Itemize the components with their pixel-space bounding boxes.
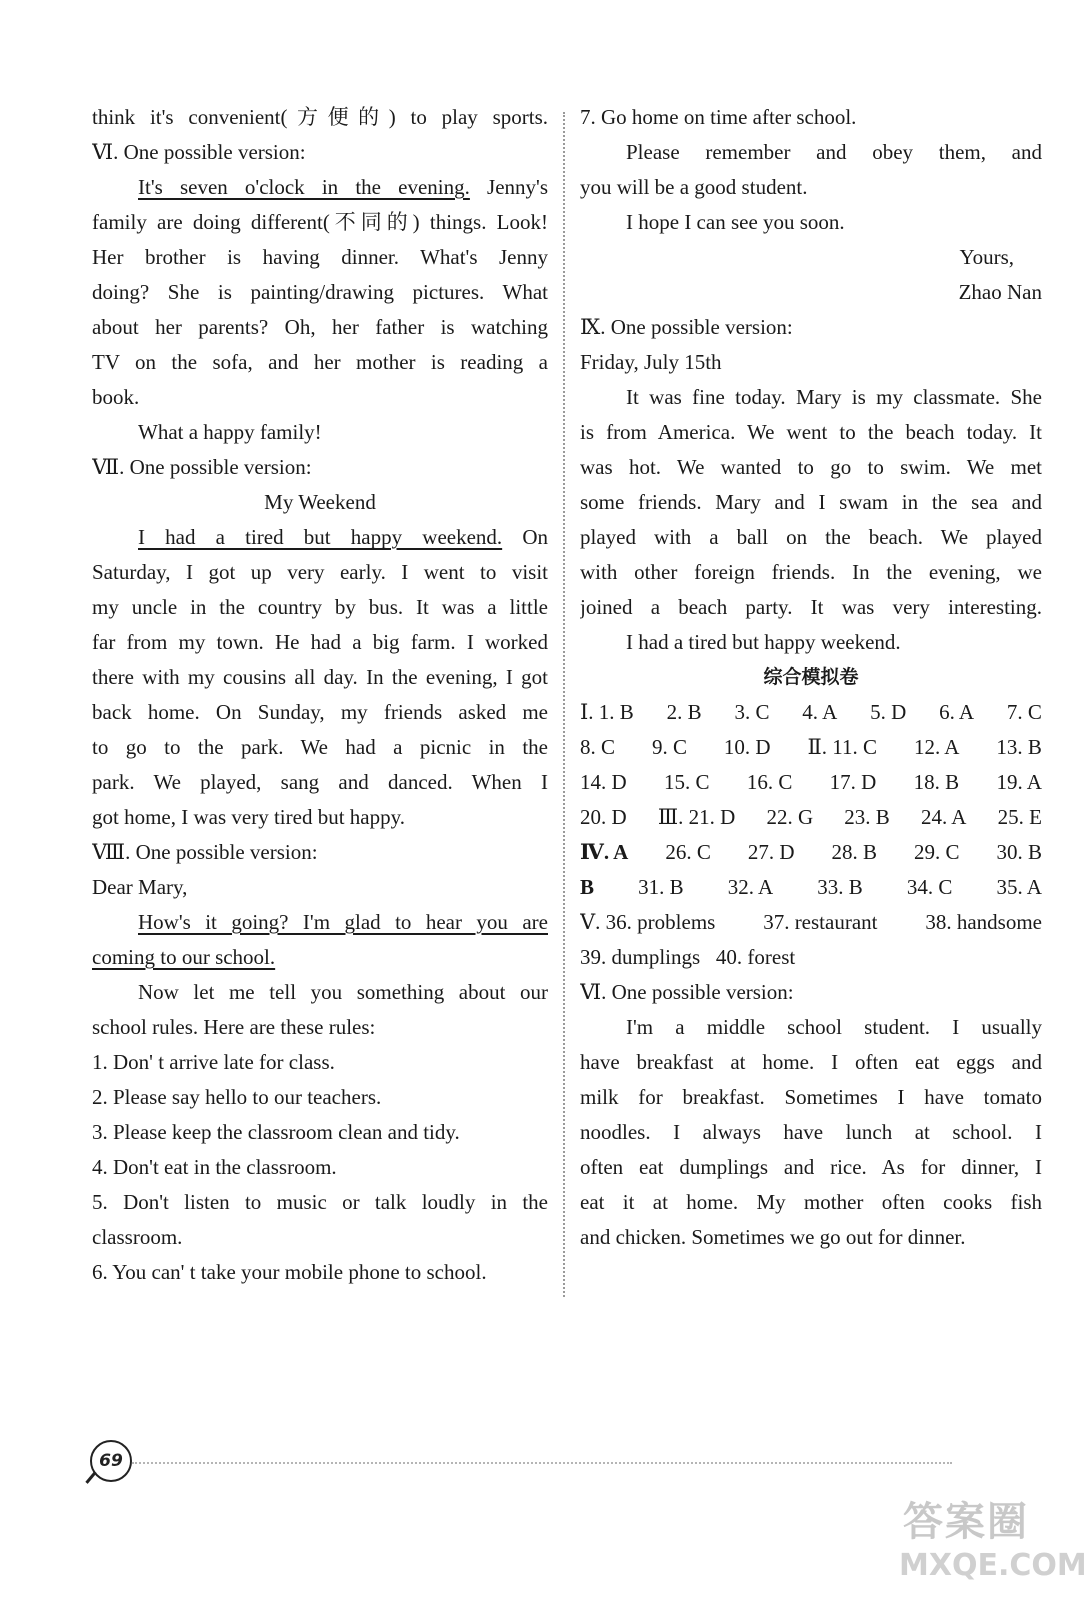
answer-item: Ⅰ. 1. B [580, 700, 634, 724]
answer-item: 19. A [996, 770, 1042, 794]
answer-item: 12. A [913, 735, 960, 759]
answer-row [580, 765, 1042, 800]
answer-item: 32. A [727, 875, 774, 899]
text-line: I hope I can see you soon. [626, 210, 845, 234]
answer-item: 16. C [746, 770, 793, 794]
text-line: eat it at home. My mother often cooks fish [580, 1190, 1042, 1214]
text-line: got home, I was very tired but happy. [92, 805, 405, 829]
answer-item: 28. B [831, 840, 877, 864]
underlined-opening: coming to our school. [92, 945, 276, 969]
text-line: It was fine today. Mary is my classmate. She [626, 385, 1042, 409]
text-line: Her brother is having dinner. What's Jenny [92, 245, 548, 269]
rule-item: 1. Don' t arrive late for class. [92, 1050, 335, 1074]
text-line: park. We played, sang and danced. When I [92, 770, 548, 794]
rule-item: 4. Don't eat in the classroom. [92, 1155, 337, 1179]
answer-item: Ⅴ. 36. problems [580, 910, 716, 934]
watermark-url: MXQE.COM [899, 1548, 1087, 1583]
text-line: some friends. Mary and I swam in the sea and [580, 490, 1042, 514]
answer-item: 10. D [723, 735, 771, 759]
answer-item: 23. B [844, 805, 890, 829]
answer-item: 7. C [1006, 700, 1042, 724]
answer-item: 27. D [747, 840, 795, 864]
answer-item: 20. D [580, 805, 627, 829]
text-line: played with a ball on the beach. We played [580, 525, 1042, 549]
answer-item: Ⅲ. 21. D [657, 805, 736, 829]
section-heading-6: Ⅵ. One possible version: [92, 140, 306, 164]
text-line: often eat dumplings and rice. As for dinner, I [580, 1155, 1042, 1179]
answer-item: 38. handsome [925, 910, 1042, 934]
text-line: joined a beach party. It was very interesting. [580, 595, 1042, 619]
text-line: think it's convenient(方便的) to play sports. [92, 105, 548, 129]
answer-item: 31. B [638, 875, 684, 899]
text-line: is from America. We went to the beach today. It [580, 420, 1042, 444]
text-line: was hot. We wanted to go to swim. We met [580, 455, 1042, 479]
rule-item: 2. Please say hello to our teachers. [92, 1085, 382, 1109]
answer-item: 2. B [666, 700, 702, 724]
answer-row [580, 695, 1042, 730]
answer-section-label: Ⅳ. A [580, 840, 629, 864]
text-line: have breakfast at home. I often eat eggs and [580, 1050, 1042, 1074]
text-line: family are doing different(不同的) things. Look! [92, 210, 548, 234]
answer-item: 9. C [651, 735, 687, 759]
text-line: with other foreign friends. In the evening, we [580, 560, 1042, 584]
answer-row: 39. dumplings 40. forest [580, 945, 796, 969]
answer-item: Ⅱ. 11. C [807, 735, 878, 759]
rule-item: 7. Go home on time after school. [580, 105, 857, 129]
answer-item: 33. B [817, 875, 863, 899]
text-line: far from my town. He had a big farm. I worked [92, 630, 548, 654]
watermark [885, 1490, 1085, 1595]
answer-item: 30. B [996, 840, 1042, 864]
answer-item: 35. A [996, 875, 1042, 899]
text-line: my uncle in the country by bus. It was a little [92, 595, 548, 619]
text-line: Please remember and obey them, and [626, 140, 1042, 164]
section-heading-6b: Ⅵ. One possible version: [580, 980, 794, 1004]
text-line: I had a tired but happy weekend. [626, 630, 901, 654]
section-heading-8: Ⅷ. One possible version: [92, 840, 318, 864]
answer-item: 29. C [913, 840, 960, 864]
text-line: about her parents? Oh, her father is watching [92, 315, 548, 339]
answer-item: 26. C [665, 840, 711, 864]
column-divider [563, 112, 565, 1297]
rule-item: 3. Please keep the classroom clean and tidy. [92, 1120, 460, 1144]
answer-item: 34. C [906, 875, 953, 899]
rule-item: classroom. [92, 1225, 183, 1249]
text-line: TV on the sofa, and her mother is reading a [92, 350, 548, 374]
text-line: and chicken. Sometimes we go out for dinner. [580, 1225, 966, 1249]
text-line: book. [92, 385, 140, 409]
text-line: Saturday, I got up very early. I went to visit [92, 560, 548, 584]
text-line: Now let me tell you something about our [138, 980, 548, 1004]
text-line [92, 940, 548, 975]
answer-row [580, 905, 1042, 940]
answer-item: 4. A [802, 700, 838, 724]
section-heading-9: Ⅸ. One possible version: [580, 315, 793, 339]
answer-row [580, 835, 1042, 870]
answer-item: 22. G [766, 805, 814, 829]
text-line: you will be a good student. [580, 175, 808, 199]
letter-signature: Zhao Nan [958, 280, 1042, 304]
text-line: there with my cousins all day. In the evening, I got [92, 665, 548, 689]
rule-item: 5. Don't listen to music or talk loudly in the [92, 1190, 548, 1214]
answer-item: 25. E [997, 805, 1042, 829]
text-line: doing? She is painting/drawing pictures. What [92, 280, 548, 304]
right-column [580, 100, 1042, 1255]
text-line: I had a tired but happy weekend. On [138, 525, 548, 549]
underlined-opening: I had a tired but happy weekend. [138, 525, 503, 549]
section-heading-7: Ⅶ. One possible version: [92, 455, 312, 479]
text-line: I'm a middle school student. I usually [626, 1015, 1042, 1039]
answer-item: 17. D [829, 770, 877, 794]
left-column [92, 100, 548, 1290]
underlined-opening: How's it going? I'm glad to hear you are [138, 910, 548, 934]
answer-item: 37. restaurant [763, 910, 878, 934]
answer-item: 5. D [870, 700, 907, 724]
answer-row [580, 730, 1042, 765]
essay-title: My Weekend [264, 490, 376, 514]
answer-item: 24. A [920, 805, 967, 829]
answer-row [580, 870, 1042, 905]
text-line: It's seven o'clock in the evening. Jenny's [138, 175, 548, 199]
answer-section-label: B [580, 875, 595, 899]
watermark-logo-text: 答案圈 [903, 1499, 1029, 1545]
answer-item: 15. C [663, 770, 710, 794]
magnifier-handle-icon [85, 1471, 96, 1484]
answer-item: 18. B [913, 770, 960, 794]
answer-item: 6. A [939, 700, 975, 724]
text-line: school rules. Here are these rules: [92, 1015, 376, 1039]
answer-item: 14. D [580, 770, 627, 794]
underlined-opening: It's seven o'clock in the evening. [138, 175, 470, 199]
page-number-badge [90, 1440, 132, 1482]
letter-greeting: Dear Mary, [92, 875, 188, 899]
answer-item: 13. B [996, 735, 1042, 759]
answer-row [580, 800, 1042, 835]
text-line: to go to the park. We had a picnic in the [92, 735, 548, 759]
test-heading: 综合模拟卷 [763, 666, 859, 688]
text-line: milk for breakfast. Sometimes I have tomato [580, 1085, 1042, 1109]
answer-item: 8. C [580, 735, 616, 759]
letter-closing: Yours, [959, 245, 1014, 269]
page-number: 69 [99, 1451, 123, 1471]
rule-item: 6. You can' t take your mobile phone to school. [92, 1260, 487, 1284]
diary-date: Friday, July 15th [580, 350, 722, 374]
text-line [92, 905, 548, 940]
text-line: back home. On Sunday, my friends asked me [92, 700, 548, 724]
footer-dotted-rule [132, 1462, 952, 1464]
answer-item: 3. C [734, 700, 770, 724]
text-line: noodles. I always have lunch at school. I [580, 1120, 1042, 1144]
text-line: What a happy family! [138, 420, 322, 444]
